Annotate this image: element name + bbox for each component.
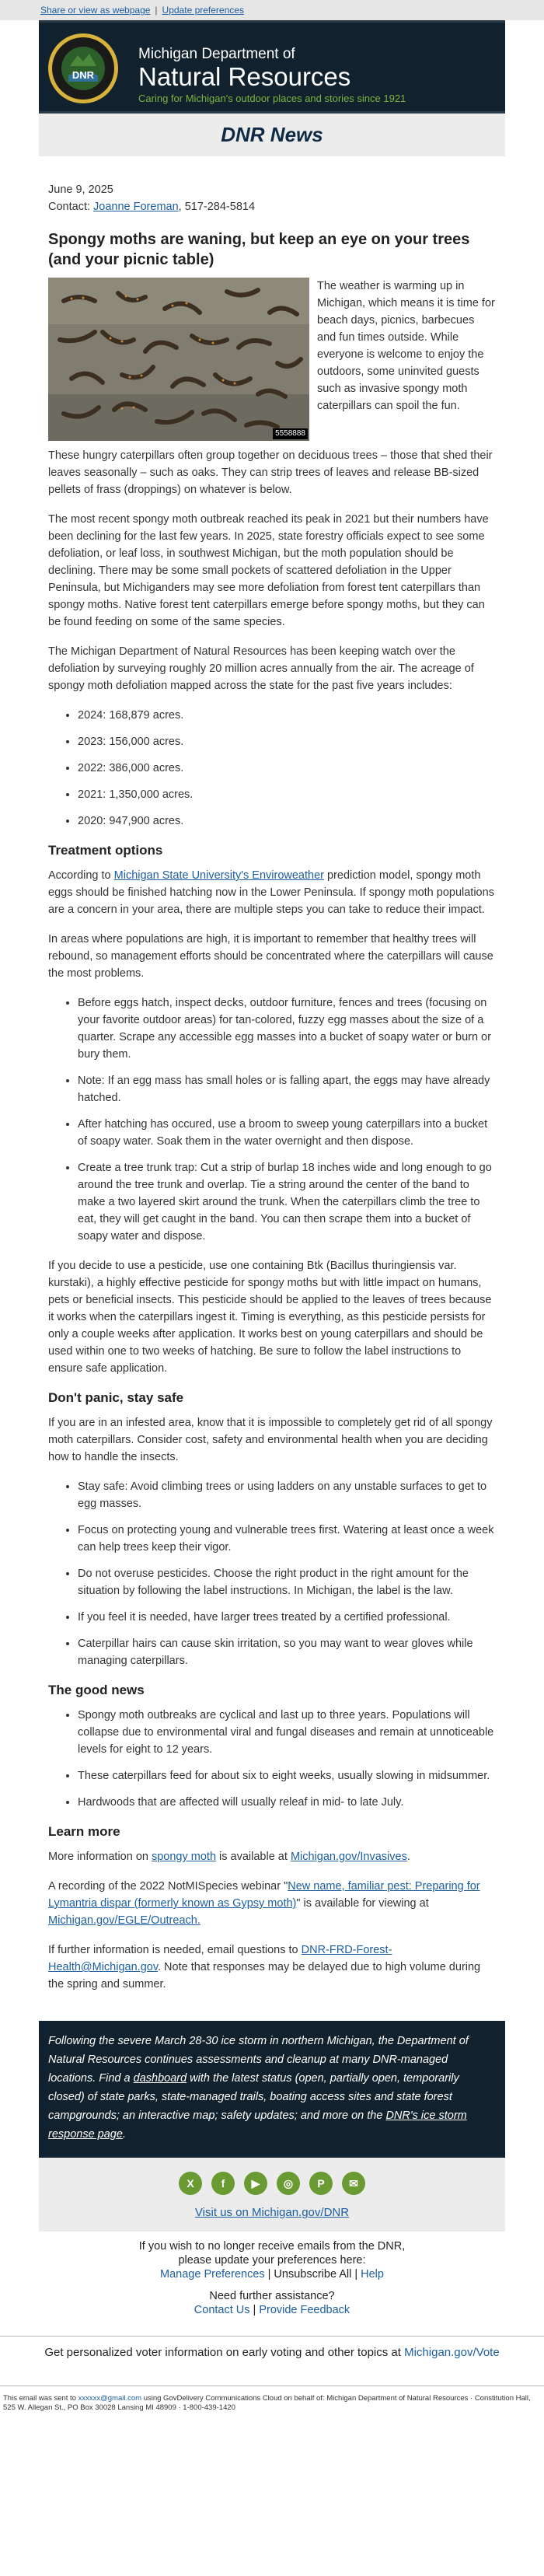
acreage-list (48, 707, 496, 830)
paragraph: A recording of the 2022 NotMISpecies webinar "New name, familiar pest: Preparing for Lymantria dispar (formerly known as Gypsy moth)" is available for viewing at Michigan.gov/EGLE/Outreach. (48, 1880, 480, 1927)
safety-list (48, 1478, 496, 1669)
voter-line: Get personalized voter information on early voting and other topics at Michigan.gov/Vote (44, 2346, 500, 2359)
spongy-moth-link[interactable]: spongy moth (151, 1851, 217, 1863)
recipient-email: xxxxxx@gmail.com (78, 2394, 142, 2403)
instagram-icon[interactable]: ◎ (277, 2172, 300, 2195)
article-body (39, 156, 505, 2021)
list-item: • 2020: 947,900 acres. (78, 813, 496, 830)
vote-link[interactable]: Michigan.gov/Vote (404, 2346, 500, 2359)
webinar-link[interactable]: New name, familiar pest: Preparing for Lymantria dispar (formerly known as Gypsy moth) (48, 1880, 480, 1910)
list-item: • Create a tree trunk trap: Cut a strip of burlap 18 inches wide and long enough to go around the tree trunk and overlap. Tie a string around the center of the band to make a two layered skirt around the trunk. When the caterpillars climb the tree to eat, they will get caught in the band. You can then scrape them into a bucket of soapy water and dispose. (78, 1159, 496, 1245)
list-item: • Do not overuse pesticides. Choose the right product in the right amount for the situation by following the label instructions. In Michigan, the label is the law. (78, 1565, 496, 1599)
email-container (39, 20, 505, 2232)
list-item: • Spongy moth outbreaks are cyclical and last up to three years. Populations will collapse due to environmental viral and fungal diseases and remain at unnoticeable levels for eight to 12 years. (78, 1707, 496, 1758)
share-link[interactable]: Share or view as webpage (40, 5, 151, 16)
list-item: • Before eggs hatch, inspect decks, outdoor furniture, fences and trees (focusing on your favorite outdoor areas) for tan-colored, fuzzy egg masses about the size of a quarter. Scrape any accessible egg masses into a bucket of soapy water or burn or bury them. (78, 994, 496, 1063)
ice-storm-page-link[interactable]: DNR's ice storm response page (48, 2109, 467, 2141)
list-item: • Caterpillar hairs can cause skin irritation, so you may want to wear gloves while managing caterpillars. (78, 1635, 496, 1669)
list-item: • 2024: 168,879 acres. (78, 707, 496, 724)
prefs-line: If you wish to no longer receive emails from the DNR, (138, 2240, 406, 2253)
paragraph: The most recent spongy moth outbreak reached its peak in 2021 but their numbers have been declining for the last few years. In 2025, state forestry officials expect to see some defoliation, or leaf loss, in southwest Michigan, but the moth population should be declining. There may be some small pockets of scattered defoliation in the Upper Peninsula, but Michiganders may see more defoliation from forest tent caterpillars than spongy moths. Native forest tent caterpillars emerge before spongy moths, but they can be found feeding on some of the same species. (48, 513, 489, 628)
paragraph: If you decide to use a pesticide, use one containing Btk (Bacillus thuringiensis var. kurstaki), a highly effective pesticide for spongy moths but with little impact on humans, pets or beneficial insects. This pesticide should be applied to the leaves of trees because it works when the caterpillars ingest it. Timing is everything, as this pesticide persists for only a couple weeks after application. It works best on young caterpillars and should be used within one to two weeks of hatching. Be sure to follow the label instructions to ensure safe application. (48, 1260, 492, 1375)
article-title: Spongy moths are waning, but keep an eye on your trees (and your picnic table) (48, 231, 470, 268)
x-icon[interactable]: X (179, 2172, 202, 2195)
unsubscribe-link[interactable]: Unsubscribe All (274, 2268, 352, 2281)
social-links (39, 2158, 505, 2206)
small-print: This email was sent to xxxxxx@gmail.com using GovDelivery Communications Cloud on behalf of: Michigan Department of Natural Resources · Constitution Hall, 525 W. Allegan St., PO Box 30028 Lansing MI 48909 · 1-800-439-1420 (3, 2394, 531, 2412)
visit-dnr-link[interactable]: Visit us on Michigan.gov/DNR (194, 2206, 350, 2219)
separator: | (155, 5, 158, 16)
section-heading-learn-more: Learn more (48, 1824, 120, 1839)
dashboard-link[interactable]: dashboard (133, 2072, 187, 2085)
section-heading-treatment: Treatment options (48, 843, 163, 858)
top-bar (0, 0, 544, 20)
enviroweather-link[interactable]: Michigan State University's Enviroweather (113, 869, 324, 882)
list-item: • 2021: 1,350,000 acres. (78, 786, 496, 803)
invasives-link[interactable]: Michigan.gov/Invasives (290, 1851, 407, 1863)
forest-health-email-link[interactable]: DNR-FRD-Forest-Health@Michigan.gov (48, 1944, 392, 1973)
paragraph: If you are in an infested area, know that it is impossible to completely get rid of all spongy moth caterpillars. Consider cost, safety and environmental health when you are deciding how to handle the insects. (48, 1417, 493, 1463)
pinterest-icon[interactable]: P (309, 2172, 333, 2195)
list-item: • 2023: 156,000 acres. (78, 733, 496, 750)
paragraph: According to Michigan State University's Enviroweather prediction model, spongy moth eggs should be finished hatching now in the Lower Peninsula. If spongy moth populations are a concern in your area, there are multiple steps you can take to reduce their impact. (48, 869, 494, 916)
contact-name-link[interactable]: Joanne Foreman (93, 201, 179, 213)
paragraph: If further information is needed, email questions to DNR-FRD-Forest-Health@Michigan.gov. Note that responses may be delayed due to high volume during the spring and summer. (48, 1944, 481, 1991)
egle-outreach-link[interactable]: Michigan.gov/EGLE/Outreach. (48, 1914, 201, 1927)
good-news-list (48, 1707, 496, 1811)
paragraph: More information on spongy moth is available at Michigan.gov/Invasives. (48, 1851, 410, 1863)
youtube-icon[interactable]: ▶ (244, 2172, 267, 2195)
list-item: • If you feel it is needed, have larger trees treated by a certified professional. (78, 1609, 496, 1626)
prefs-line: please update your preferences here: (178, 2254, 366, 2267)
facebook-icon[interactable]: f (211, 2172, 235, 2195)
department-title: Natural Resources (138, 62, 351, 91)
list-item: • Hardwoods that are affected will usually releaf in mid- to late July. (78, 1794, 496, 1811)
preferences-block: If you wish to no longer receive emails from the DNR, please update your preferences here: Manage Preferences | Unsubscribe All | Help Need further assistance? Contact Us | Provide Feedback (39, 2232, 505, 2322)
assist-line: Need further assistance? (209, 2290, 335, 2302)
intro-paragraph: The weather is warming up in Michigan, which means it is time for beach days, picnics, barbecues and fun times outside. While everyone is welcome to enjoy the outdoors, some uninvited guests such as invasive spongy moth caterpillars can spoil the fun. (317, 280, 495, 412)
update-preferences-link[interactable]: Update preferences (162, 5, 244, 16)
article-date: June 9, 2025 (48, 184, 113, 196)
paragraph: The Michigan Department of Natural Resources has been keeping watch over the defoliation by surveying roughly 20 million acres annually from the air. The acreage of spongy moth defoliation mapped across the state for the past five years includes: (48, 645, 474, 692)
ice-storm-notice: Following the severe March 28-30 ice storm in northern Michigan, the Department of Natural Resources continues assessments and cleanup at many DNR-managed locations. Find a dashboard with the latest status (open, partially open, temporarily closed) of state parks, state-managed trails, boating access sites and state forest campgrounds; an interactive map; safety updates; and more on the DNR's ice storm response page. (39, 2021, 505, 2158)
list-item: • 2022: 386,000 acres. (78, 760, 496, 777)
treatment-list (48, 994, 496, 1245)
list-item: • Focus on protecting young and vulnerable trees first. Watering at least once a week can help trees keep their vigor. (78, 1522, 496, 1556)
caterpillar-photo (48, 278, 309, 441)
tagline: Caring for Michigan's outdoor places and stories since 1921 (138, 93, 406, 104)
photo-credit: 5558888 (273, 428, 308, 439)
list-item: • Stay safe: Avoid climbing trees or using ladders on any unstable surfaces to get to egg masses. (78, 1478, 496, 1512)
section-heading-dont-panic: Don't panic, stay safe (48, 1390, 184, 1405)
header-banner (39, 20, 505, 114)
contact-us-link[interactable]: Contact Us (194, 2304, 250, 2316)
paragraph: These hungry caterpillars often group together on deciduous trees – those that shed their leaves seasonally – such as oaks. They can strip trees of leaves and release BB-sized pellets of frass (droppings) on whatever is below. (48, 449, 493, 496)
news-label: DNR News (39, 114, 505, 156)
section-heading-good-news: The good news (48, 1683, 145, 1697)
list-item: • After hatching has occured, use a broom to sweep young caterpillars into a bucket of soapy water. Soak them in the water overnight and then dispose. (78, 1116, 496, 1150)
manage-preferences-link[interactable]: Manage Preferences (160, 2268, 265, 2281)
email-icon[interactable]: ✉ (342, 2172, 365, 2195)
help-link[interactable]: Help (361, 2268, 384, 2281)
list-item: • Note: If an egg mass has small holes or is falling apart, the eggs may have already hatched. (78, 1072, 496, 1106)
dnr-seal-icon (47, 32, 120, 105)
feedback-link[interactable]: Provide Feedback (259, 2304, 350, 2316)
visit-line (39, 2206, 505, 2232)
contact-line: Contact: Joanne Foreman, 517-284-5814 (48, 201, 256, 213)
list-item: • These caterpillars feed for about six to eight weeks, usually slowing in midsummer. (78, 1767, 496, 1784)
paragraph: In areas where populations are high, it is important to remember that healthy trees will rebound, so management efforts should be concentrated where the caterpillars will cause the most problems. (48, 933, 493, 980)
department-label: Michigan Department of (138, 46, 295, 62)
svg-text:DNR: DNR (71, 69, 95, 81)
